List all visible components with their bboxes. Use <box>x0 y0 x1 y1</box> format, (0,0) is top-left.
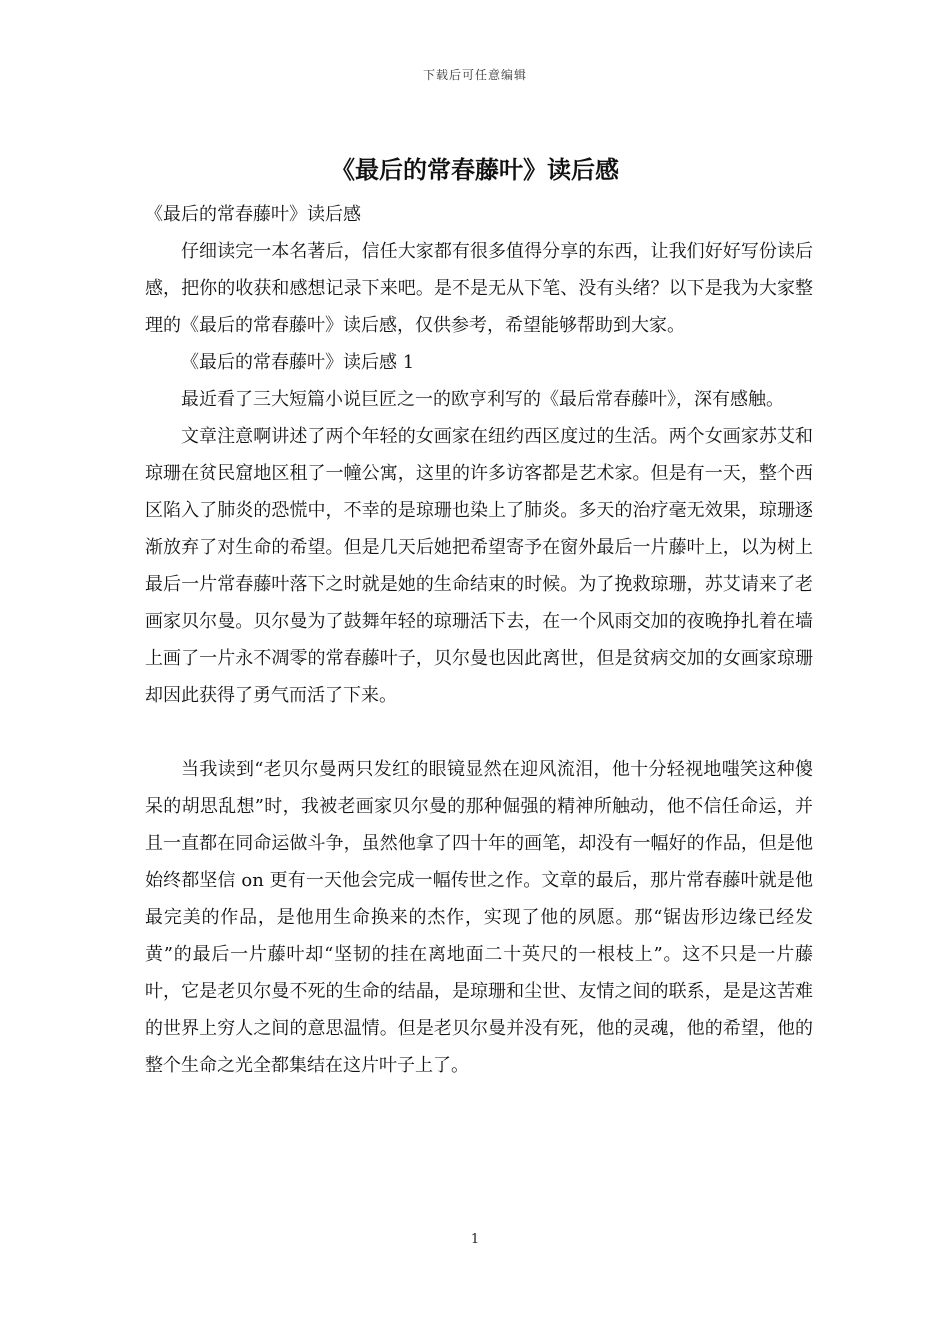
document-body <box>145 196 813 1084</box>
section-heading: 《最后的常春藤叶》读后感 1 <box>181 352 415 373</box>
page-number: 1 <box>470 1232 480 1247</box>
paragraph-summary: 文章注意啊讲述了两个年轻的女画家在纽约西区度过的生活。两个女画家苏艾和琼珊在贫民窟地区租了一幢公寓，这里的许多访客都是艺术家。但是有一天，整个西区陷入了肺炎的恐慌中，不幸的是琼珊也染上了肺炎。多天的治疗毫无效果，琼珊逐渐放弃了对生命的希望。但是几天后她把希望寄予在窗外最后一片藤叶上，以为树上最后一片常春藤叶落下之时就是她的生命结束的时候。为了挽救琼珊，苏艾请来了老画家贝尔曼。贝尔曼为了鼓舞年轻的琼珊活下去，在一个风雨交加的夜晚挣扎着在墙上画了一片永不凋零的常春藤叶子，贝尔曼也因此离世，但是贫病交加的女画家琼珊却因此获得了勇气而活了下来。 <box>145 426 813 706</box>
paragraph-subtitle: 《最后的常春藤叶》读后感 <box>145 204 361 225</box>
paragraph-reading: 最近看了三大短篇小说巨匠之一的欧亨利写的《最后常春藤叶》，深有感触。 <box>181 389 784 410</box>
paragraph-reflection: 当我读到“老贝尔曼两只发红的眼镜显然在迎风流泪，他十分轻视地嗤笑这种傻呆的胡思乱想”时，我被老画家贝尔曼的那种倔强的精神所触动，他不信任命运，并且一直都在同命运做斗争，虽然他拿了四十年的画笔，却没有一幅好的作品，但是他始终都坚信 on 更有一天他会完成一幅传世之作。文章的最后，那片常春藤叶就是他最完美的作品，是他用生命换来的杰作，实现了他的夙愿。那“锯齿形边缘已经发黄”的最后一片藤叶却“坚韧的挂在离地面二十英尺的一根枝上”。这不只是一片藤叶，它是老贝尔曼不死的生命的结晶，是琼珊和尘世、友情之间的联系，是是这苦难的世界上穷人之间的意思温情。但是老贝尔曼并没有死，他的灵魂，他的希望，他的整个生命之光全都集结在这片叶子上了。 <box>145 759 813 1076</box>
document-title: 《最后的常春藤叶》读后感 <box>331 156 619 184</box>
paragraph-intro: 仔细读完一本名著后，信任大家都有很多值得分享的东西，让我们好好写份读后感，把你的收获和感想记录下来吧。是不是无从下笔、没有头绪？以下是我为大家整理的《最后的常春藤叶》读后感，仅供参考，希望能够帮助到大家。 <box>145 241 813 336</box>
blank-line <box>145 714 813 751</box>
header-note: 下载后可任意编辑 <box>422 68 527 82</box>
